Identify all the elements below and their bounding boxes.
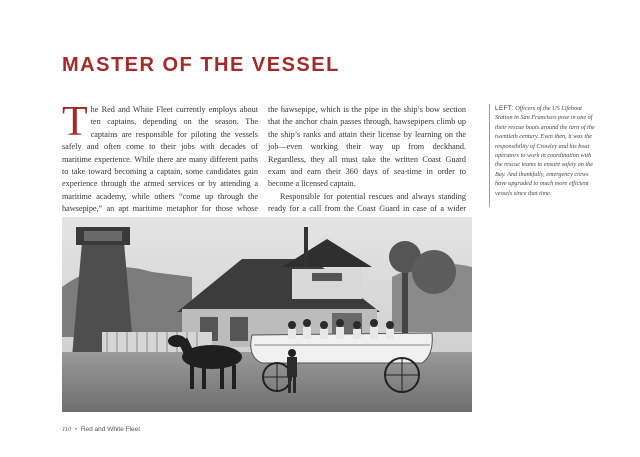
body-column-2 bbox=[268, 104, 466, 228]
photo-caption bbox=[495, 104, 599, 198]
historical-photo bbox=[62, 217, 472, 412]
page-number: 110 bbox=[62, 426, 72, 433]
column-2-paragraph-1: the hawsepipe, which is the pipe in the ship’s bow section that the anchor chain passes through, hawsepipers climb up the ship’s ranks and attain their license by learning on the job—even working their way up from deckhand. Regardless, they all must take the written Coast Guard exam and earn their 360 days of sea-time in order to become a licensed captain. bbox=[268, 105, 466, 189]
book-title: Red and White Fleet bbox=[80, 426, 141, 433]
caption-label: LEFT: bbox=[495, 105, 514, 112]
footer-separator: • bbox=[74, 426, 78, 433]
caption-divider bbox=[489, 104, 490, 207]
page-title: MASTER OF THE VESSEL bbox=[62, 54, 340, 76]
column-1-text: he Red and White Fleet currently employs about ten captains, depending on the season. The captains are responsible for piloting the vessels safely and often come to their jobs with decades of maritime experience. While there are many different paths to take toward becoming a captain, some candidates gain experience through the armed services or by attending a maritime academy, while others “come up through the hawsepipe,” an apt maritime metaphor for those whose bbox=[62, 105, 258, 214]
caption-text: Officers of the US Lifeboat Station in San Francisco pose in one of their rescue boats around the turn of the twentieth century. Even then, it was the responsibility of Crowley and his boat operators to work in coordination with the rescue teams to ensure safety on the Bay. And thankfully, emergency crews have upgraded to much more efficient vessels since that time. bbox=[495, 105, 595, 197]
page-footer bbox=[62, 426, 140, 433]
drop-cap: T bbox=[62, 99, 88, 145]
body-column-1 bbox=[62, 99, 258, 228]
column-2-paragraph-2: Responsible for potential rescues and always standing ready for a call from the Coast Guard in case of a wider bbox=[268, 191, 466, 214]
